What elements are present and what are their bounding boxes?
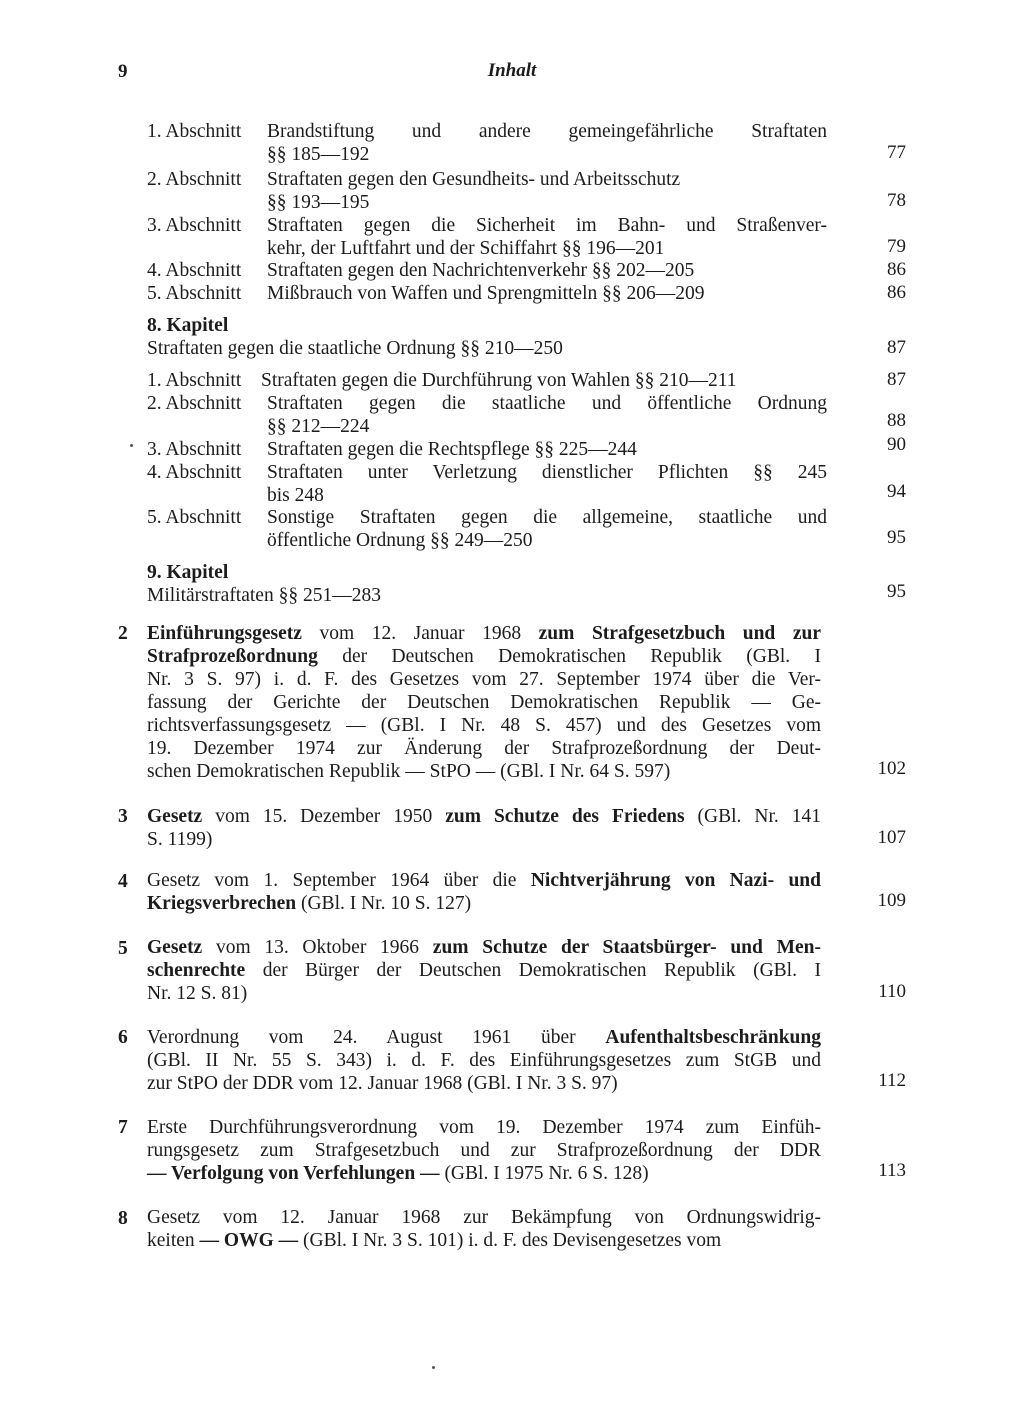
- chapter-heading: 9. Kapitel: [147, 562, 229, 583]
- entry-line: fassung der Gerichte der Deutschen Demokratischen Republik — Ge-: [147, 692, 821, 713]
- section-title: Straftaten gegen die staatliche und öffentliche Ordnung §§ 212—224: [267, 393, 827, 437]
- entry-line: Gesetz vom 1. September 1964 über die Nichtverjährung von Nazi- und: [147, 870, 821, 891]
- entry-text: [147, 1206, 821, 1252]
- toc-entry: [147, 506, 827, 552]
- entry-line: 19. Dezember 1974 zur Änderung der Strafprozeßordnung der Deut-: [147, 738, 821, 759]
- section-title: Straftaten gegen die Rechtspflege §§ 225—244: [267, 439, 637, 460]
- scan-speck: [130, 444, 133, 447]
- toc-entry: [147, 369, 827, 392]
- page-ref: 95: [887, 527, 906, 548]
- entry-number: 8: [118, 1208, 128, 1229]
- toc-entry: [147, 120, 827, 166]
- entry-text: [147, 936, 821, 1005]
- section-label: 4. Abschnitt: [147, 462, 242, 483]
- entry-line: Verordnung vom 24. August 1961 über Aufenthaltsbeschränkung: [147, 1027, 821, 1048]
- entry-number: 5: [118, 938, 128, 959]
- page-ref: 86: [887, 282, 906, 303]
- toc-entry: [147, 282, 827, 305]
- page-ref: 88: [887, 410, 906, 431]
- scan-speck: [432, 1366, 435, 1369]
- entry-line: rungsgesetz zum Strafgesetzbuch und zur Strafprozeßordnung der DDR: [147, 1140, 821, 1161]
- section-title: Mißbrauch von Waffen und Sprengmitteln §§ 206—209: [267, 283, 705, 304]
- section-title: Straftaten gegen die Durchführung von Wahlen §§ 210—211: [261, 370, 737, 391]
- entry-line: (GBl. II Nr. 55 S. 343) i. d. F. des Einführungsgesetzes zum StGB und: [147, 1050, 821, 1071]
- entry-line: keiten — OWG — (GBl. I Nr. 3 S. 101) i. d. F. des Devisengesetzes vom: [147, 1230, 722, 1251]
- entry-number: 2: [118, 623, 128, 644]
- entry-line: Strafprozeßordnung der Deutschen Demokratischen Republik (GBl. I: [147, 646, 821, 667]
- toc-entry: [147, 214, 827, 260]
- page-ref: 102: [877, 758, 906, 779]
- section-label: 1. Abschnitt: [147, 121, 242, 142]
- section-title: Straftaten gegen den Gesundheits- und Arbeitsschutz §§ 193—195: [267, 169, 681, 213]
- section-label: 4. Abschnitt: [147, 260, 242, 281]
- page-ref: 87: [887, 369, 906, 390]
- entry-line: schenrechte der Bürger der Deutschen Demokratischen Republik (GBl. I: [147, 960, 821, 981]
- section-label: 1. Abschnitt: [147, 370, 242, 391]
- page-ref: 77: [887, 142, 906, 163]
- entry-line: Gesetz vom 12. Januar 1968 zur Bekämpfung von Ordnungswidrig-: [147, 1207, 821, 1228]
- toc-entry: [147, 438, 827, 461]
- entry-line: Gesetz vom 13. Oktober 1966 zum Schutze der Staatsbürger- und Men-: [147, 937, 821, 958]
- section-label: 2. Abschnitt: [147, 169, 242, 190]
- toc-entry: [147, 168, 827, 214]
- section-title: Straftaten gegen die Sicherheit im Bahn- und Straßenver- kehr, der Luftfahrt und der Schiffahrt §§ 196—201: [267, 215, 827, 259]
- section-title: Straftaten gegen den Nachrichtenverkehr §§ 202—205: [267, 260, 695, 281]
- entry-line: richtsverfassungsgesetz — (GBl. I Nr. 48 S. 457) und des Gesetzes vom: [147, 715, 821, 736]
- page-ref: 107: [877, 827, 906, 848]
- page-number: 9: [118, 61, 128, 82]
- page-ref: 113: [878, 1160, 906, 1181]
- entry-line: — Verfolgung von Verfehlungen — (GBl. I 1975 Nr. 6 S. 128): [147, 1163, 649, 1184]
- entry-line: S. 1199): [147, 829, 213, 850]
- entry-number: 3: [118, 806, 128, 827]
- entry-line: Kriegsverbrechen (GBl. I Nr. 10 S. 127): [147, 893, 472, 914]
- section-label: 3. Abschnitt: [147, 439, 242, 460]
- entry-text: [147, 805, 821, 851]
- section-title: Straftaten unter Verletzung dienstlicher Pflichten §§ 245 bis 248: [267, 462, 827, 506]
- toc-entry: [147, 259, 827, 282]
- page-ref: 86: [887, 259, 906, 280]
- page-ref: 109: [877, 890, 906, 911]
- entry-text: [147, 869, 821, 915]
- chapter-heading: 8. Kapitel: [147, 315, 229, 336]
- entry-line: Nr. 3 S. 97) i. d. F. des Gesetzes vom 27. September 1974 über die Ver-: [147, 669, 821, 690]
- section-title: Brandstiftung und andere gemeingefährliche Straftaten §§ 185—192: [267, 121, 827, 165]
- section-label: 2. Abschnitt: [147, 393, 242, 414]
- page-ref: 94: [887, 481, 906, 502]
- entry-text: [147, 1116, 821, 1185]
- entry-number: 7: [118, 1117, 128, 1138]
- chapter-title: Straftaten gegen die staatliche Ordnung §§ 210—250: [147, 338, 563, 359]
- entry-line: Gesetz vom 15. Dezember 1950 zum Schutze des Friedens (GBl. Nr. 141: [147, 806, 821, 827]
- section-label: 5. Abschnitt: [147, 283, 242, 304]
- toc-entry: [147, 461, 827, 507]
- page-ref: 90: [887, 434, 906, 455]
- entry-text: [147, 1026, 821, 1095]
- entry-line: Nr. 12 S. 81): [147, 983, 248, 1004]
- toc-entry: [147, 392, 827, 438]
- page-title: Inhalt: [487, 60, 537, 81]
- page-ref: 78: [887, 190, 906, 211]
- entry-text: [147, 622, 821, 783]
- chapter-title: Militärstraftaten §§ 251—283: [147, 585, 381, 606]
- section-label: 5. Abschnitt: [147, 507, 242, 528]
- page-ref: 79: [887, 236, 906, 257]
- section-title: Sonstige Straftaten gegen die allgemeine, staatliche und öffentliche Ordnung §§ 249—250: [267, 507, 827, 551]
- page-ref: 95: [887, 581, 906, 602]
- page-ref: 87: [887, 337, 906, 358]
- section-label: 3. Abschnitt: [147, 215, 242, 236]
- entry-number: 6: [118, 1027, 128, 1048]
- entry-line: Erste Durchführungsverordnung vom 19. Dezember 1974 zum Einfüh-: [147, 1117, 821, 1138]
- page-ref: 112: [878, 1070, 906, 1091]
- entry-line: zur StPO der DDR vom 12. Januar 1968 (GBl. I Nr. 3 S. 97): [147, 1073, 618, 1094]
- entry-line: Einführungsgesetz vom 12. Januar 1968 zum Strafgesetzbuch und zur: [147, 623, 821, 644]
- page-ref: 110: [878, 981, 906, 1002]
- entry-number: 4: [118, 871, 128, 892]
- entry-line: schen Demokratischen Republik — StPO — (GBl. I Nr. 64 S. 597): [147, 761, 671, 782]
